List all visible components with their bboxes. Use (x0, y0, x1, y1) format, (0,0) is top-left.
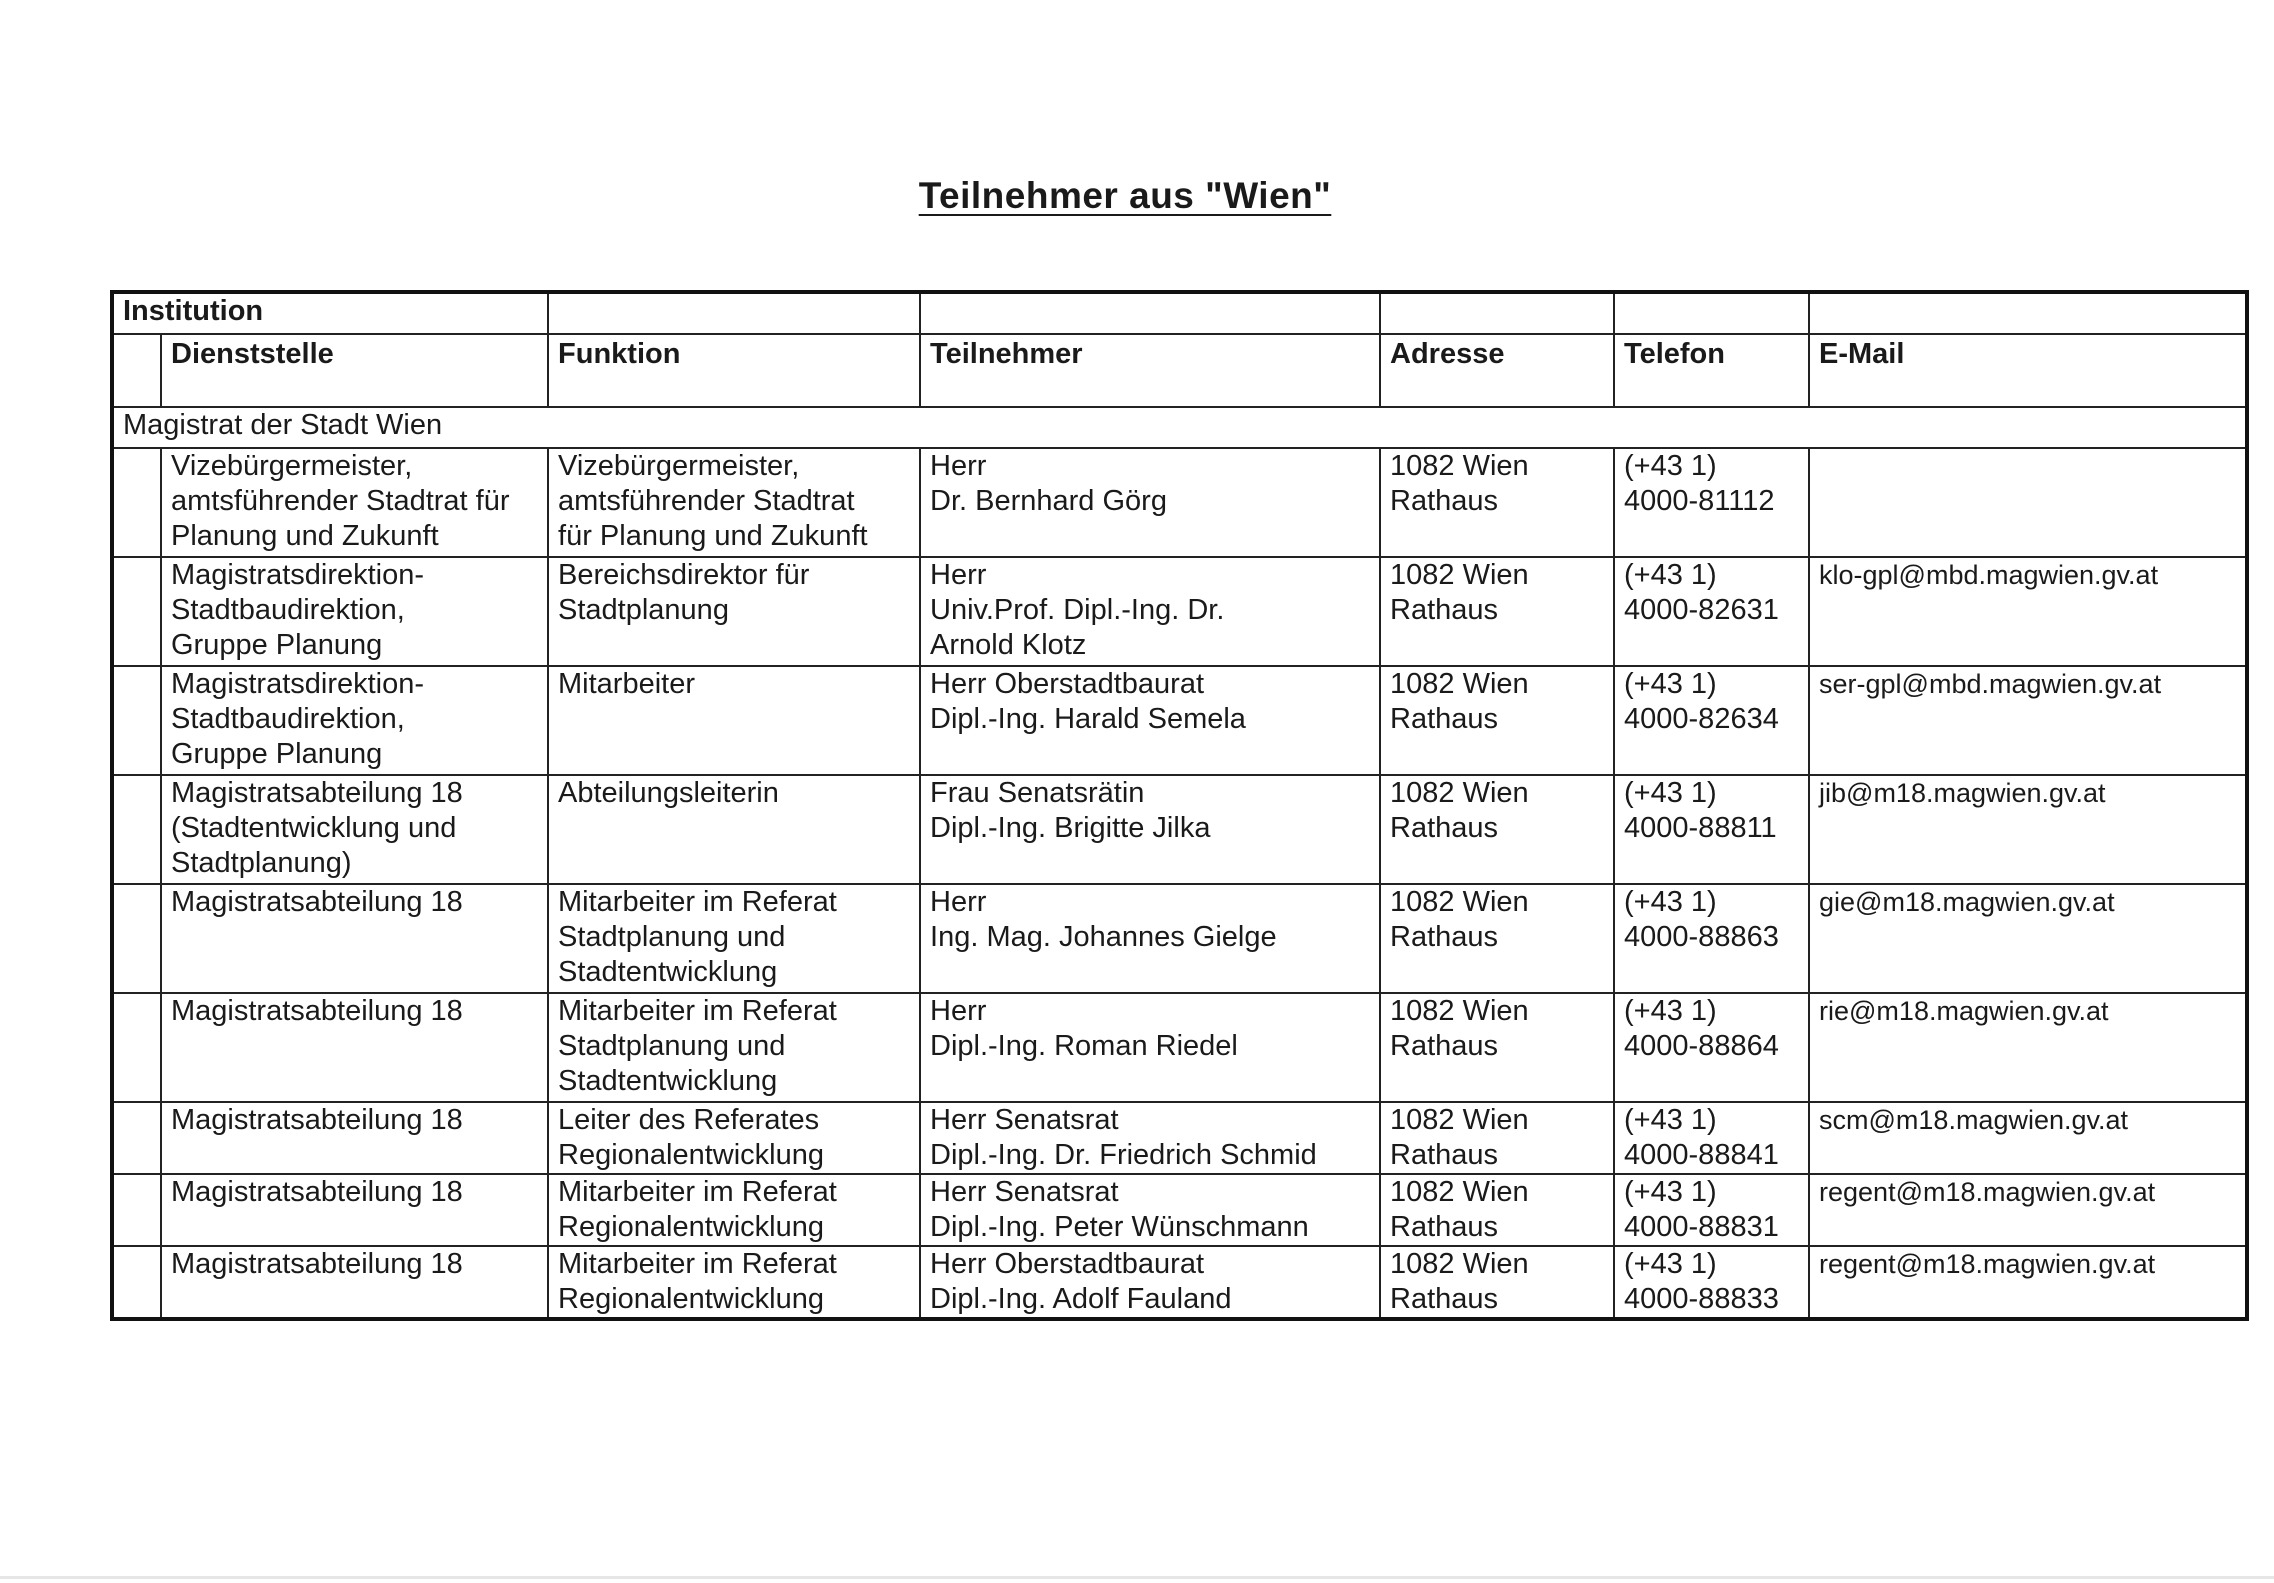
funktion-line: Stadtplanung und (558, 921, 786, 953)
cell-telefon (1614, 557, 1809, 666)
telefon-line: (+43 1) (1624, 450, 1717, 482)
teilnehmer-line: Univ.Prof. Dipl.-Ing. Dr. (930, 594, 1225, 626)
cell-adresse (1380, 1174, 1614, 1246)
cell-teilnehmer (920, 557, 1380, 666)
teilnehmer-line: Herr (930, 450, 987, 482)
cell-funktion (548, 1246, 920, 1319)
header-telefon: Telefon (1614, 334, 1809, 407)
adresse-line: 1082 Wien (1390, 1176, 1529, 1208)
funktion-line: Regionalentwicklung (558, 1283, 825, 1315)
group-label: Magistrat der Stadt Wien (112, 407, 2247, 448)
indent-cell (112, 993, 161, 1102)
adresse-line: Rathaus (1390, 921, 1499, 953)
funktion-line: Regionalentwicklung (558, 1211, 825, 1243)
indent-cell (112, 557, 161, 666)
table-row (112, 993, 2247, 1102)
dienststelle-line: Stadtplanung) (171, 847, 352, 879)
cell-email (1809, 557, 2247, 666)
adresse-line: Rathaus (1390, 812, 1499, 844)
teilnehmer-line: Dr. Bernhard Görg (930, 485, 1167, 517)
adresse-line: 1082 Wien (1390, 450, 1529, 482)
cell-funktion (548, 448, 920, 557)
cell-telefon (1614, 1246, 1809, 1319)
cell-funktion (548, 1174, 920, 1246)
dienststelle-line: Gruppe Planung (171, 738, 383, 770)
cell-adresse (1380, 775, 1614, 884)
cell-email (1809, 1102, 2247, 1174)
email-text: ser-gpl@mbd.magwien.gv.at (1819, 669, 2162, 699)
header-email: E-Mail (1809, 334, 2247, 407)
funktion-line: Vizebürgermeister, (558, 450, 800, 482)
cell-dienststelle (161, 1174, 548, 1246)
cell-telefon (1614, 884, 1809, 993)
cell-email (1809, 448, 2247, 557)
teilnehmer-line: Herr (930, 995, 987, 1027)
cell-dienststelle (161, 1246, 548, 1319)
dienststelle-line: Magistratsdirektion- (171, 559, 425, 591)
adresse-line: 1082 Wien (1390, 995, 1529, 1027)
header-empty-cell (920, 292, 1380, 334)
teilnehmer-line: Frau Senatsrätin (930, 777, 1145, 809)
cell-adresse (1380, 1102, 1614, 1174)
header-empty-cell (1809, 292, 2247, 334)
indent-cell (112, 334, 161, 407)
indent-cell (112, 1102, 161, 1174)
cell-adresse (1380, 884, 1614, 993)
teilnehmer-line: Arnold Klotz (930, 629, 1087, 661)
dienststelle-line: Gruppe Planung (171, 629, 383, 661)
cell-telefon (1614, 1102, 1809, 1174)
header-dienststelle: Dienststelle (161, 334, 548, 407)
adresse-line: Rathaus (1390, 485, 1499, 517)
funktion-line: Stadtplanung (558, 594, 729, 626)
cell-teilnehmer (920, 884, 1380, 993)
telefon-line: 4000-82634 (1624, 703, 1779, 735)
header-row-columns (112, 334, 2247, 407)
cell-dienststelle (161, 884, 548, 993)
dienststelle-line: Planung und Zukunft (171, 520, 439, 552)
cell-funktion (548, 666, 920, 775)
cell-teilnehmer (920, 1246, 1380, 1319)
email-text: regent@m18.magwien.gv.at (1819, 1177, 2156, 1207)
cell-dienststelle (161, 666, 548, 775)
dienststelle-line: Magistratsabteilung 18 (171, 1248, 463, 1280)
cell-adresse (1380, 1246, 1614, 1319)
funktion-line: Mitarbeiter im Referat (558, 1248, 837, 1280)
email-text: scm@m18.magwien.gv.at (1819, 1105, 2129, 1135)
teilnehmer-line: Dipl.-Ing. Dr. Friedrich Schmid (930, 1139, 1317, 1171)
teilnehmer-line: Dipl.-Ing. Harald Semela (930, 703, 1246, 735)
header-row-institution (112, 292, 2247, 334)
adresse-line: Rathaus (1390, 703, 1499, 735)
cell-adresse (1380, 448, 1614, 557)
cell-email (1809, 1174, 2247, 1246)
dienststelle-line: Stadtbaudirektion, (171, 703, 405, 735)
telefon-line: 4000-88863 (1624, 921, 1779, 953)
telefon-line: 4000-88864 (1624, 1030, 1779, 1062)
funktion-line: Mitarbeiter im Referat (558, 886, 837, 918)
dienststelle-line: amtsführender Stadtrat für (171, 485, 510, 517)
funktion-line: Stadtentwicklung (558, 956, 778, 988)
dienststelle-line: Stadtbaudirektion, (171, 594, 405, 626)
teilnehmer-line: Dipl.-Ing. Roman Riedel (930, 1030, 1238, 1062)
telefon-line: 4000-82631 (1624, 594, 1779, 626)
cell-email (1809, 775, 2247, 884)
cell-email (1809, 666, 2247, 775)
funktion-line: Regionalentwicklung (558, 1139, 825, 1171)
dienststelle-line: Vizebürgermeister, (171, 450, 413, 482)
adresse-line: 1082 Wien (1390, 668, 1529, 700)
telefon-line: (+43 1) (1624, 1248, 1717, 1280)
group-row (112, 407, 2247, 448)
adresse-line: Rathaus (1390, 1283, 1499, 1315)
adresse-line: 1082 Wien (1390, 777, 1529, 809)
teilnehmer-line: Dipl.-Ing. Peter Wünschmann (930, 1211, 1309, 1243)
cell-dienststelle (161, 993, 548, 1102)
cell-teilnehmer (920, 775, 1380, 884)
header-teilnehmer: Teilnehmer (920, 334, 1380, 407)
dienststelle-line: Magistratsabteilung 18 (171, 886, 463, 918)
teilnehmer-line: Ing. Mag. Johannes Gielge (930, 921, 1277, 953)
teilnehmer-line: Herr Oberstadtbaurat (930, 1248, 1205, 1280)
teilnehmer-line: Herr (930, 559, 987, 591)
header-institution: Institution (112, 292, 548, 334)
adresse-line: Rathaus (1390, 1139, 1499, 1171)
cell-teilnehmer (920, 666, 1380, 775)
adresse-line: Rathaus (1390, 1030, 1499, 1062)
cell-adresse (1380, 666, 1614, 775)
dienststelle-line: Magistratsabteilung 18 (171, 777, 463, 809)
table-row (112, 1102, 2247, 1174)
cell-teilnehmer (920, 1174, 1380, 1246)
table-row (112, 666, 2247, 775)
page-title: Teilnehmer aus "Wien" (918, 175, 1332, 216)
email-text: rie@m18.magwien.gv.at (1819, 996, 2109, 1026)
adresse-line: Rathaus (1390, 1211, 1499, 1243)
header-empty-cell (1380, 292, 1614, 334)
telefon-line: 4000-88833 (1624, 1283, 1779, 1315)
cell-telefon (1614, 993, 1809, 1102)
funktion-line: Leiter des Referates (558, 1104, 820, 1136)
cell-email (1809, 993, 2247, 1102)
participants-table (110, 290, 2249, 1321)
funktion-line: für Planung und Zukunft (558, 520, 868, 552)
cell-dienststelle (161, 557, 548, 666)
email-text: jib@m18.magwien.gv.at (1819, 778, 2106, 808)
cell-teilnehmer (920, 1102, 1380, 1174)
dienststelle-line: (Stadtentwicklung und (171, 812, 457, 844)
cell-dienststelle (161, 775, 548, 884)
indent-cell (112, 448, 161, 557)
adresse-line: 1082 Wien (1390, 559, 1529, 591)
cell-teilnehmer (920, 993, 1380, 1102)
cell-funktion (548, 557, 920, 666)
scan-edge-line (0, 1576, 2274, 1579)
table-row (112, 775, 2247, 884)
cell-telefon (1614, 448, 1809, 557)
adresse-line: 1082 Wien (1390, 1248, 1529, 1280)
funktion-line: Bereichsdirektor für (558, 559, 810, 591)
table-row (112, 1246, 2247, 1319)
cell-adresse (1380, 993, 1614, 1102)
cell-funktion (548, 775, 920, 884)
indent-cell (112, 1246, 161, 1319)
table-row (112, 448, 2247, 557)
cell-telefon (1614, 1174, 1809, 1246)
cell-funktion (548, 1102, 920, 1174)
cell-teilnehmer (920, 448, 1380, 557)
cell-telefon (1614, 775, 1809, 884)
funktion-line: Mitarbeiter im Referat (558, 1176, 837, 1208)
funktion-line: Mitarbeiter (558, 668, 696, 700)
adresse-line: 1082 Wien (1390, 1104, 1529, 1136)
teilnehmer-line: Herr (930, 886, 987, 918)
telefon-line: (+43 1) (1624, 1176, 1717, 1208)
cell-dienststelle (161, 1102, 548, 1174)
telefon-line: 4000-81112 (1624, 485, 1775, 517)
header-empty-cell (1614, 292, 1809, 334)
funktion-line: Stadtplanung und (558, 1030, 786, 1062)
teilnehmer-line: Dipl.-Ing. Brigitte Jilka (930, 812, 1211, 844)
teilnehmer-line: Dipl.-Ing. Adolf Fauland (930, 1283, 1232, 1315)
telefon-line: (+43 1) (1624, 886, 1717, 918)
telefon-line: (+43 1) (1624, 1104, 1717, 1136)
teilnehmer-line: Herr Senatsrat (930, 1104, 1119, 1136)
teilnehmer-line: Herr Senatsrat (930, 1176, 1119, 1208)
funktion-line: amtsführender Stadtrat (558, 485, 855, 517)
indent-cell (112, 884, 161, 993)
header-funktion: Funktion (548, 334, 920, 407)
telefon-line: (+43 1) (1624, 995, 1717, 1027)
dienststelle-line: Magistratsdirektion- (171, 668, 425, 700)
header-empty-cell (548, 292, 920, 334)
teilnehmer-line: Herr Oberstadtbaurat (930, 668, 1205, 700)
cell-email (1809, 884, 2247, 993)
indent-cell (112, 775, 161, 884)
telefon-line: (+43 1) (1624, 668, 1717, 700)
dienststelle-line: Magistratsabteilung 18 (171, 1104, 463, 1136)
telefon-line: (+43 1) (1624, 559, 1717, 591)
indent-cell (112, 1174, 161, 1246)
dienststelle-line: Magistratsabteilung 18 (171, 1176, 463, 1208)
funktion-line: Mitarbeiter im Referat (558, 995, 837, 1027)
email-text: regent@m18.magwien.gv.at (1819, 1249, 2156, 1279)
cell-funktion (548, 884, 920, 993)
cell-email (1809, 1246, 2247, 1319)
telefon-line: 4000-88811 (1624, 812, 1777, 844)
table-row (112, 884, 2247, 993)
dienststelle-line: Magistratsabteilung 18 (171, 995, 463, 1027)
cell-adresse (1380, 557, 1614, 666)
adresse-line: 1082 Wien (1390, 886, 1529, 918)
telefon-line: 4000-88831 (1624, 1211, 1779, 1243)
email-text: klo-gpl@mbd.magwien.gv.at (1819, 560, 2159, 590)
table-row (112, 1174, 2247, 1246)
header-adresse: Adresse (1380, 334, 1614, 407)
funktion-line: Stadtentwicklung (558, 1065, 778, 1097)
funktion-line: Abteilungsleiterin (558, 777, 779, 809)
cell-telefon (1614, 666, 1809, 775)
email-text: gie@m18.magwien.gv.at (1819, 887, 2115, 917)
cell-dienststelle (161, 448, 548, 557)
telefon-line: 4000-88841 (1624, 1139, 1779, 1171)
telefon-line: (+43 1) (1624, 777, 1717, 809)
indent-cell (112, 666, 161, 775)
cell-funktion (548, 993, 920, 1102)
adresse-line: Rathaus (1390, 594, 1499, 626)
table-row (112, 557, 2247, 666)
